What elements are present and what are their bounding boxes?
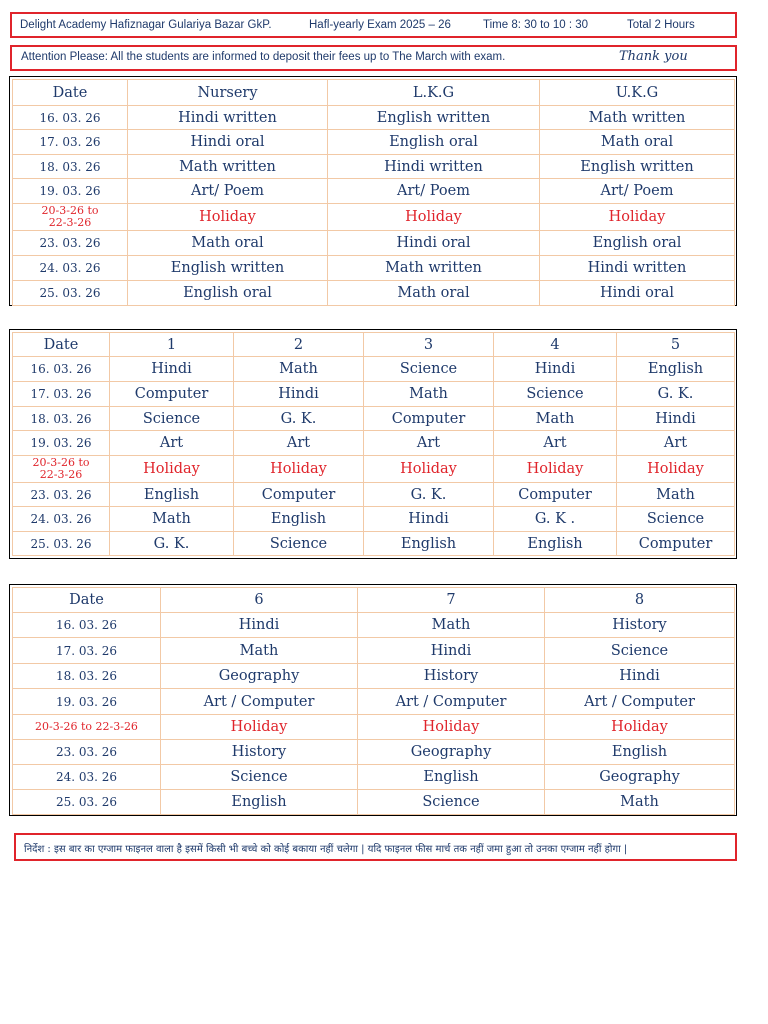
exam-date-cell: 19. 03. 26 (13, 689, 161, 715)
subject-cell: Hindi (494, 357, 617, 382)
exam-date-cell: 16. 03. 26 (13, 357, 110, 382)
subject-cell: Hindi (161, 613, 358, 638)
subject-cell: Math (358, 613, 545, 638)
subject-cell: English (234, 507, 364, 532)
class-column-header: 3 (364, 333, 494, 357)
subject-cell: Holiday (617, 456, 735, 483)
exam-date-cell: 20-3-26 to 22-3-26 (13, 456, 110, 483)
subject-cell: Holiday (110, 456, 234, 483)
class-column-header: Nursery (128, 80, 328, 106)
table-row (13, 382, 735, 407)
subject-cell: G. K. (617, 382, 735, 407)
exam-date-cell: 19. 03. 26 (13, 431, 110, 456)
subject-cell: Hindi (110, 357, 234, 382)
subject-cell: Art/ Poem (328, 179, 540, 204)
table-row (13, 407, 735, 431)
table-row (13, 231, 735, 256)
subject-cell: Math (494, 407, 617, 431)
exam-date-cell: 20-3-26 to 22-3-26 (13, 204, 128, 231)
schedule-table-class-6-8 (9, 584, 737, 816)
subject-cell: Art (110, 431, 234, 456)
school-name: Delight Academy Hafiznagar Gulariya Bazar GkP. (20, 19, 272, 31)
instruction-text: निर्देश : इस बार का एग्जाम फाइनल वाला है इसमें किसी भी बच्चे को कोई बकाया नहीं चलेगा | यदि फाइनल फीस मार्च तक नहीं जमा हुआ तो उनका एग्जाम नहीं होगा | (24, 844, 628, 855)
table-header-row (13, 588, 735, 613)
class-column-header: 7 (358, 588, 545, 613)
subject-cell: Hindi written (540, 256, 735, 281)
subject-cell: English oral (128, 281, 328, 306)
subject-cell: Geography (545, 765, 735, 790)
table-row (13, 532, 735, 556)
subject-cell: Geography (161, 664, 358, 689)
subject-cell: Holiday (545, 715, 735, 740)
table-row (13, 613, 735, 638)
subject-cell: Math (545, 790, 735, 815)
subject-cell: Science (161, 765, 358, 790)
subject-cell: Math (364, 382, 494, 407)
subject-cell: Geography (358, 740, 545, 765)
exam-date-cell: 18. 03. 26 (13, 407, 110, 431)
subject-cell: Computer (617, 532, 735, 556)
subject-cell: Math written (328, 256, 540, 281)
exam-header-bar (10, 12, 737, 38)
exam-date-cell: 24. 03. 26 (13, 507, 110, 532)
exam-date-cell: 17. 03. 26 (13, 382, 110, 407)
subject-cell: G. K. (110, 532, 234, 556)
table-header-row (13, 333, 735, 357)
subject-cell: Hindi (617, 407, 735, 431)
exam-date-cell: 17. 03. 26 (13, 130, 128, 155)
subject-cell: English (110, 483, 234, 507)
subject-cell: Math (617, 483, 735, 507)
table-row (13, 664, 735, 689)
subject-cell: Computer (494, 483, 617, 507)
schedule-table-class-1-5 (9, 329, 737, 559)
subject-cell: Holiday (364, 456, 494, 483)
class-column-header: 2 (234, 333, 364, 357)
table-row (13, 130, 735, 155)
subject-cell: Holiday (328, 204, 540, 231)
subject-cell: Holiday (494, 456, 617, 483)
subject-cell: Art/ Poem (540, 179, 735, 204)
thank-you-text: Thank you (619, 49, 688, 64)
subject-cell: English written (328, 106, 540, 130)
table-row (13, 281, 735, 306)
subject-cell: Math written (540, 106, 735, 130)
subject-cell: English (364, 532, 494, 556)
table-row (13, 179, 735, 204)
subject-cell: Math written (128, 155, 328, 179)
table-row (13, 638, 735, 664)
subject-cell: Holiday (128, 204, 328, 231)
table-row (13, 456, 735, 483)
subject-cell: Art / Computer (358, 689, 545, 715)
class-column-header: 1 (110, 333, 234, 357)
subject-cell: English oral (328, 130, 540, 155)
class-column-header: 6 (161, 588, 358, 613)
table-row (13, 689, 735, 715)
subject-cell: Computer (110, 382, 234, 407)
subject-cell: Science (234, 532, 364, 556)
date-column-header: Date (13, 588, 161, 613)
exam-date-cell: 16. 03. 26 (13, 613, 161, 638)
exam-date-cell: 24. 03. 26 (13, 256, 128, 281)
table-row (13, 483, 735, 507)
subject-cell: Computer (234, 483, 364, 507)
subject-cell: Hindi (234, 382, 364, 407)
class-column-header: 5 (617, 333, 735, 357)
table-row (13, 507, 735, 532)
subject-cell: Science (545, 638, 735, 664)
exam-date-cell: 17. 03. 26 (13, 638, 161, 664)
subject-cell: Art/ Poem (128, 179, 328, 204)
table-row (13, 106, 735, 130)
date-column-header: Date (13, 80, 128, 106)
class-column-header: U.K.G (540, 80, 735, 106)
subject-cell: History (161, 740, 358, 765)
subject-cell: Computer (364, 407, 494, 431)
total-duration: Total 2 Hours (627, 19, 695, 31)
table-header-row (13, 80, 735, 106)
subject-cell: English (358, 765, 545, 790)
subject-cell: Math (161, 638, 358, 664)
subject-cell: Hindi written (328, 155, 540, 179)
exam-date-cell: 23. 03. 26 (13, 483, 110, 507)
exam-date-cell: 16. 03. 26 (13, 106, 128, 130)
exam-date-cell: 23. 03. 26 (13, 740, 161, 765)
subject-cell: Hindi written (128, 106, 328, 130)
exam-date-cell: 20-3-26 to 22-3-26 (13, 715, 161, 740)
subject-cell: English (161, 790, 358, 815)
subject-cell: Hindi oral (328, 231, 540, 256)
table-row (13, 256, 735, 281)
subject-cell: Holiday (540, 204, 735, 231)
subject-cell: G. K . (494, 507, 617, 532)
table-row (13, 715, 735, 740)
subject-cell: Art / Computer (161, 689, 358, 715)
exam-title: Hafl-yearly Exam 2025 – 26 (309, 19, 451, 31)
class-column-header: L.K.G (328, 80, 540, 106)
table-row (13, 155, 735, 179)
exam-date-cell: 18. 03. 26 (13, 664, 161, 689)
exam-date-cell: 23. 03. 26 (13, 231, 128, 256)
subject-cell: English written (128, 256, 328, 281)
subject-cell: History (545, 613, 735, 638)
subject-cell: Hindi (358, 638, 545, 664)
subject-cell: Hindi oral (540, 281, 735, 306)
subject-cell: G. K. (364, 483, 494, 507)
subject-cell: Math oral (540, 130, 735, 155)
subject-cell: Art (617, 431, 735, 456)
subject-cell: Holiday (234, 456, 364, 483)
table-row (13, 740, 735, 765)
fee-notice-bar (10, 45, 737, 71)
table-row (13, 431, 735, 456)
exam-date-cell: 24. 03. 26 (13, 765, 161, 790)
subject-cell: English (494, 532, 617, 556)
subject-cell: Art / Computer (545, 689, 735, 715)
subject-cell: Holiday (358, 715, 545, 740)
subject-cell: Hindi (364, 507, 494, 532)
subject-cell: Holiday (161, 715, 358, 740)
table-row (13, 357, 735, 382)
subject-cell: Science (364, 357, 494, 382)
exam-date-cell: 25. 03. 26 (13, 532, 110, 556)
subject-cell: Math oral (128, 231, 328, 256)
subject-cell: English written (540, 155, 735, 179)
subject-cell: Science (358, 790, 545, 815)
exam-date-cell: 25. 03. 26 (13, 790, 161, 815)
subject-cell: Math oral (328, 281, 540, 306)
subject-cell: Science (617, 507, 735, 532)
date-column-header: Date (13, 333, 110, 357)
subject-cell: Math (110, 507, 234, 532)
subject-cell: Hindi (545, 664, 735, 689)
subject-cell: History (358, 664, 545, 689)
fee-notice-text: Attention Please: All the students are informed to deposit their fees up to The March with exam. (21, 51, 506, 63)
schedule-table-pre-primary (9, 76, 737, 306)
subject-cell: English (617, 357, 735, 382)
exam-time: Time 8: 30 to 10 : 30 (483, 19, 589, 31)
subject-cell: G. K. (234, 407, 364, 431)
exam-date-cell: 19. 03. 26 (13, 179, 128, 204)
table-row (13, 204, 735, 231)
table-row (13, 765, 735, 790)
class-column-header: 8 (545, 588, 735, 613)
instruction-bar (14, 833, 737, 861)
class-column-header: 4 (494, 333, 617, 357)
table-row (13, 790, 735, 815)
subject-cell: Science (494, 382, 617, 407)
subject-cell: Art (234, 431, 364, 456)
subject-cell: Math (234, 357, 364, 382)
exam-date-cell: 25. 03. 26 (13, 281, 128, 306)
subject-cell: Art (494, 431, 617, 456)
subject-cell: Science (110, 407, 234, 431)
subject-cell: English oral (540, 231, 735, 256)
subject-cell: Art (364, 431, 494, 456)
exam-date-cell: 18. 03. 26 (13, 155, 128, 179)
subject-cell: Hindi oral (128, 130, 328, 155)
subject-cell: English (545, 740, 735, 765)
